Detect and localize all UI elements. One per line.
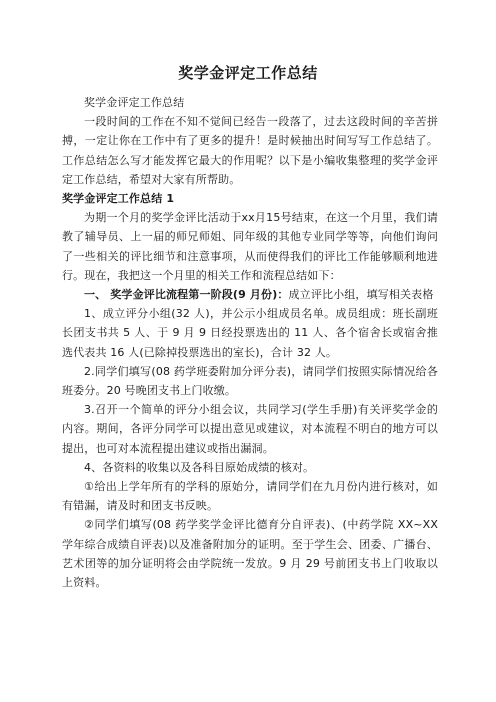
body-paragraph: 4、各资料的收集以及各科目原始成绩的核对。 bbox=[84, 460, 315, 474]
body-paragraph: 为期一个月的奖学金评比活动于xx月15号结束，在这一个月里，我们请教了辅导员、上一届的师兄师姐、同年级的其他专业同学等等，向他们询问了一些相关的评比细节和注意事项，从而使得我们的评比工作能够顺利地进行。现在，我把这一个月里的相关工作和流程总结如下： bbox=[62, 211, 438, 282]
document-title: 奖学金评定工作总结 bbox=[178, 64, 318, 82]
body-paragraph: 3.召开一个简单的评分小组会议，共同学习(学生手册)有关评奖学金的内容。期间，各评分同学可以提出意见或建议，对本流程不明白的地方可以提出，也可对本流程提出建议或指出漏洞。 bbox=[62, 403, 438, 455]
stage-heading-lead: 一、 奖学金评比流程第一阶段(9 月份)： bbox=[84, 288, 289, 302]
section-heading: 奖学金评定工作总结 1 bbox=[62, 192, 175, 206]
document-body bbox=[62, 93, 438, 592]
body-paragraph: 1、成立评分小组(32 人)，并公示小组成员名单。成员组成：班长副班长团支书共 5 人、于 9 月 9 日经投票选出的 11 人、各个宿舍长或宿舍推选代表共 16 人(已除掉投票选出的室长)，合计 32 人。 bbox=[62, 307, 438, 359]
body-paragraph: ②同学们填写(08 药学奖学金评比德育分自评表)、(中药学院 XX~XX 学年综合成绩自评表)以及准备附加分的证明。至于学生会、团委、广播台、艺术团等的加分证明将会由学院统一发放。9 月 29 号前团支书上门收取以上资料。 bbox=[62, 518, 438, 590]
stage-heading-paragraph bbox=[62, 285, 438, 304]
intro-paragraph: 一段时间的工作在不知不觉间已经告一段落了，过去这段时间的辛苦拼搏，一定让你在工作中有了更多的提升！是时候抽出时间写写工作总结了。工作总结怎么写才能发挥它最大的作用呢？以下是小编收集整理的奖学金评定工作总结，希望对大家有所帮助。 bbox=[62, 115, 438, 186]
subtitle-paragraph: 奖学金评定工作总结 bbox=[84, 96, 185, 109]
body-paragraph: ①给出上学年所有的学科的原始分，请同学们在九月份内进行核对，如有错漏，请及时和团支书反映。 bbox=[62, 480, 438, 513]
stage-heading-rest: 成立评比小组，填写相关表格 bbox=[288, 288, 434, 302]
body-paragraph: 2.同学们填写(08 药学班委附加分评分表)，请同学们按照实际情况给各班委分。20 号晚团支书上门收缴。 bbox=[62, 364, 438, 398]
